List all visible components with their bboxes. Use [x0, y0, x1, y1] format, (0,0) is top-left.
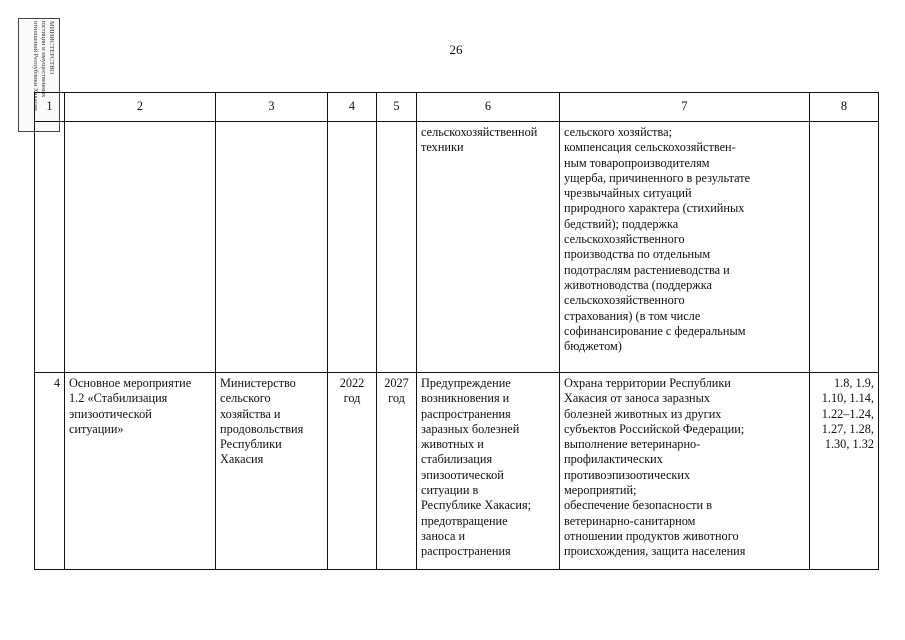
cell-number	[35, 122, 65, 373]
cell-activity-name: Основное мероприятие 1.2 «Стабилизация эпизоотической ситуации»	[65, 373, 216, 570]
cell-main-directions: Охрана территории Республики Хакасия от заноса заразных болезней животных из других субъектов Российской Федерации; выполнение ветеринарно- профилактических противоэпизоотических мероприятий; обеспечение безопасности в ветеринарно-санитарном отношении продуктов животного происхождения, защита населения	[560, 373, 810, 570]
header-cell-5: 5	[377, 93, 417, 122]
header-cell-1: 1	[35, 93, 65, 122]
cell-indicators	[810, 122, 879, 373]
header-cell-7: 7	[560, 93, 810, 122]
stamp-line: отношений Республики Хакасия	[32, 21, 39, 111]
header-cell-3: 3	[216, 93, 328, 122]
activities-table	[34, 92, 879, 570]
stamp-line: юстиции и имущественных	[40, 21, 47, 98]
page-number: 26	[449, 42, 463, 57]
cell-activity-name	[65, 122, 216, 373]
table-row-continuation	[35, 122, 879, 373]
table-header-row	[35, 93, 879, 122]
cell-executor	[216, 122, 328, 373]
cell-number: 4	[35, 373, 65, 570]
cell-end-year: 2027 год	[377, 373, 417, 570]
header-cell-8: 8	[810, 93, 879, 122]
table-row-4	[35, 373, 879, 570]
header-cell-2: 2	[65, 93, 216, 122]
stamp-line: МИНИСТЕРСТВО	[48, 21, 55, 75]
cell-executor: Министерство сельского хозяйства и продовольствия Республики Хакасия	[216, 373, 328, 570]
header-cell-6: 6	[417, 93, 560, 122]
cell-main-directions: сельского хозяйства; компенсация сельскохозяйствен- ным товаропроизводителям ущерба, причиненного в результате чрезвычайных ситуаций природного характера (стихийных бедствий); поддержка сельскохозяйственного производства по отдельным подотраслям растениеводства и животноводства (поддержка сельскохозяйственного страхования) (в том числе софинансирование с федеральным бюджетом)	[560, 122, 810, 373]
cell-expected-result: Предупреждение возникновения и распространения заразных болезней животных и стабилизация эпизоотической ситуации в Республике Хакасия; предотвращение заноса и распространения	[417, 373, 560, 570]
cell-end-year	[377, 122, 417, 373]
cell-indicators: 1.8, 1.9, 1.10, 1.14, 1.22–1.24, 1.27, 1.28, 1.30, 1.32	[810, 373, 879, 570]
cell-start-year: 2022 год	[328, 373, 377, 570]
cell-expected-result: сельскохозяйственной техники	[417, 122, 560, 373]
cell-start-year	[328, 122, 377, 373]
header-cell-4: 4	[328, 93, 377, 122]
